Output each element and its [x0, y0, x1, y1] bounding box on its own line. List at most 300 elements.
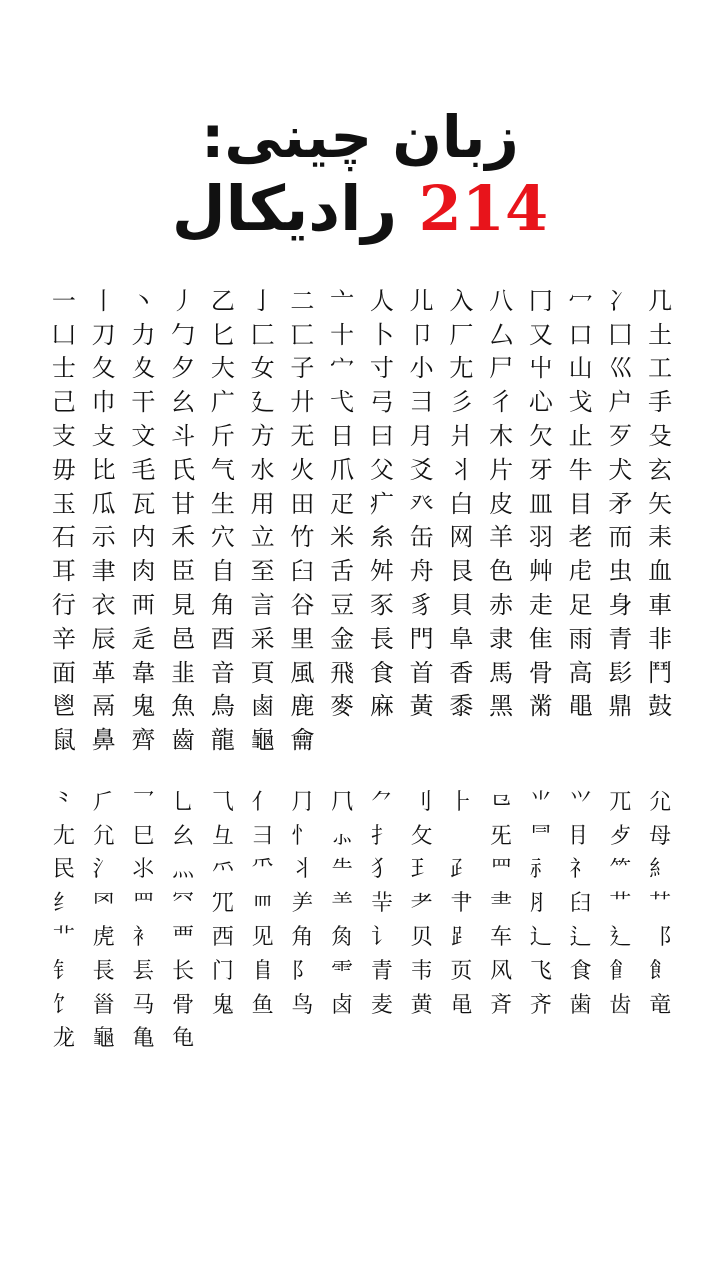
radical-variant-char: ⺙: [410, 823, 433, 849]
radical-char: 生: [210, 489, 235, 518]
radical-char: 走: [528, 591, 553, 620]
radical-variant-char: ⺨: [370, 857, 393, 883]
radical-variant-char: ⻔: [211, 958, 234, 984]
radical-char: 齒: [171, 726, 196, 755]
radical-char: 月: [409, 422, 434, 451]
radical-variant-char: ⻯: [649, 992, 672, 1018]
radical-variant-char: ⺣: [172, 857, 195, 883]
title-line-1: زبان چینی:: [201, 103, 519, 171]
radical-variant-char: ⻌: [529, 925, 552, 951]
radical-char: 艸: [528, 557, 553, 586]
radical-char: 舛: [369, 557, 394, 586]
radical-char: 舌: [330, 557, 355, 586]
radical-char: 鬲: [91, 692, 116, 721]
radical-variant-char: ⺯: [649, 857, 672, 883]
radical-variant-char: ⻛: [490, 958, 513, 984]
radical-char: 儿: [409, 286, 434, 315]
radical-variant-char: ⺂: [132, 789, 155, 815]
radical-char: 臼: [290, 557, 315, 586]
radical-char: 小: [409, 354, 434, 383]
radical-variant-char: ⻙: [410, 958, 433, 984]
radical-variant-char: ⺅: [251, 789, 274, 815]
radical-variant-char: ⺄: [211, 789, 234, 815]
radical-char: 革: [91, 658, 116, 687]
radical-variant-char: ⺈: [370, 789, 393, 815]
radical-char: 隶: [489, 624, 514, 653]
radical-char: 几: [648, 286, 673, 315]
radical-variant-char: ⺛: [490, 823, 513, 849]
radical-char: 羊: [489, 523, 514, 552]
radical-char: 内: [131, 523, 156, 552]
radical-char: 工: [648, 354, 673, 383]
radical-char: 鼓: [648, 692, 673, 721]
radical-char: 而: [608, 523, 633, 552]
radical-char: 匚: [250, 320, 275, 349]
radical-char: 尸: [489, 354, 514, 383]
radical-char: 亅: [250, 286, 275, 315]
radical-variant-char: ⺴: [211, 891, 234, 917]
radical-char: 食: [369, 658, 394, 687]
radical-char: 鬯: [51, 692, 76, 721]
radical-char: 口: [568, 320, 593, 349]
radical-char: 豆: [330, 591, 355, 620]
radical-char: 采: [250, 624, 275, 653]
radical-char: 艮: [449, 557, 474, 586]
radical-char: 辛: [51, 624, 76, 653]
radical-char: 勹: [171, 320, 196, 349]
radical-char: 寸: [369, 354, 394, 383]
radical-char: 尢: [449, 354, 474, 383]
radical-char: 水: [250, 455, 275, 484]
radical-char: 鹵: [250, 692, 275, 721]
radical-variant-char: ⻖: [291, 958, 314, 984]
radical-char: 言: [250, 591, 275, 620]
radical-char: 人: [369, 286, 394, 315]
radical-char: 爻: [409, 455, 434, 484]
radical-char: 鼠: [51, 726, 76, 755]
radical-char: 矛: [608, 489, 633, 518]
radical-variant-char: ⺹: [410, 891, 433, 917]
radical-variant-char: ⻞: [609, 958, 632, 984]
radical-variant-char: ⺓: [172, 823, 195, 849]
radical-char: 門: [409, 624, 434, 653]
radical-char: 行: [51, 591, 76, 620]
radical-char: 耳: [51, 557, 76, 586]
radical-char: 石: [51, 523, 76, 552]
radical-char: 幺: [171, 388, 196, 417]
radical-variant-char: ⺆: [291, 789, 314, 815]
radical-variant-char: ⻁: [92, 925, 115, 951]
radical-variant-char: ⺭: [569, 857, 592, 883]
radical-char: 曰: [369, 422, 394, 451]
radical-variant-char: ⻮: [609, 992, 632, 1018]
radical-char: 戈: [568, 388, 593, 417]
radical-char: 禾: [171, 523, 196, 552]
radical-variant-char: ⺠: [52, 857, 75, 883]
radical-char: 糸: [369, 523, 394, 552]
radical-variant-char: ⺿: [649, 891, 672, 917]
radical-char: 馬: [489, 658, 514, 687]
radical-variant-char: ⻏: [649, 925, 672, 951]
radical-variant-char: ⻦: [291, 992, 314, 1018]
radical-variant-char: ⺕: [251, 823, 274, 849]
radical-char: 赤: [489, 591, 514, 620]
radical-variant-char: ⻕: [251, 958, 274, 984]
radical-variant-char: ⻄: [211, 925, 234, 951]
radical-char: 巾: [91, 388, 116, 417]
radical-variant-char: ⻰: [52, 1026, 75, 1052]
radical-char: 冂: [528, 286, 553, 315]
radical-char: 血: [648, 557, 673, 586]
radical-char: 女: [250, 354, 275, 383]
radical-char: 青: [608, 624, 633, 653]
radical-variant-char: ⻢: [132, 992, 155, 1018]
radical-variant-char: ⺧: [331, 857, 354, 883]
radical-char: 比: [91, 455, 116, 484]
radical-char: 厂: [449, 320, 474, 349]
radical-char: 斤: [210, 422, 235, 451]
radical-variant-char: ⺏: [649, 789, 672, 815]
radical-char: 老: [568, 523, 593, 552]
radical-char: 彐: [409, 388, 434, 417]
radical-variant-char: ⻅: [251, 925, 274, 951]
title-word: رادیکال: [171, 172, 398, 245]
radical-char: 豕: [369, 591, 394, 620]
radical-char: 黃: [409, 692, 434, 721]
radical-char: 丶: [131, 286, 156, 315]
radical-char: 辰: [91, 624, 116, 653]
radical-char: 瓜: [91, 489, 116, 518]
radical-char: 欠: [528, 422, 553, 451]
radical-variant-char: ⺐: [52, 823, 75, 849]
radical-variant-char: ⺌: [529, 789, 552, 815]
radical-char: 自: [210, 557, 235, 586]
radical-variant-char: ⺫: [490, 857, 513, 883]
radical-char: 穴: [210, 523, 235, 552]
radical-char: 干: [131, 388, 156, 417]
radical-char: 酉: [210, 624, 235, 653]
radical-char: 夊: [131, 354, 156, 383]
radical-variant-char: ⺡: [92, 857, 115, 883]
radical-variant-char: ⺤: [211, 857, 234, 883]
radical-char: 米: [330, 523, 355, 552]
radical-char: 氏: [171, 455, 196, 484]
radical-char: 亠: [330, 286, 355, 315]
radical-char: 土: [648, 320, 673, 349]
radical-char: 里: [290, 624, 315, 653]
radical-char: 乙: [210, 286, 235, 315]
radical-char: 竹: [290, 523, 315, 552]
radical-char: 龜: [250, 726, 275, 755]
radical-char: 牛: [568, 455, 593, 484]
radical-char: 八: [489, 286, 514, 315]
radical-variant-char: ⺥: [251, 857, 274, 883]
radical-char: 雨: [568, 624, 593, 653]
radical-char: 飛: [330, 658, 355, 687]
radical-char: 衣: [91, 591, 116, 620]
radical-char: 歹: [608, 422, 633, 451]
radical-char: 片: [489, 455, 514, 484]
radical-variant-char: ⻩: [410, 992, 433, 1018]
radical-variant-char: ⻃: [172, 925, 195, 951]
radical-char: 頁: [250, 658, 275, 687]
radical-char: 身: [608, 591, 633, 620]
radicals-grid: [44, 284, 680, 757]
radical-char: 廴: [250, 388, 275, 417]
radical-char: 虫: [608, 557, 633, 586]
radical-char: 舟: [409, 557, 434, 586]
radical-char: 卜: [369, 320, 394, 349]
radical-char: 鳥: [210, 692, 235, 721]
radical-char: 厶: [489, 320, 514, 349]
radical-char: 凵: [51, 320, 76, 349]
radical-variant-char: ⻜: [529, 958, 552, 984]
radical-char: 骨: [528, 658, 553, 687]
radical-char: 肉: [131, 557, 156, 586]
radical-char: 見: [171, 591, 196, 620]
radical-char: 高: [568, 658, 593, 687]
radical-char: 爿: [449, 422, 474, 451]
radical-variant-char: [442, 820, 482, 854]
radical-char: 瓦: [131, 489, 156, 518]
radical-char: 玄: [648, 455, 673, 484]
radical-variant-char: ⻗: [331, 958, 354, 984]
radical-char: 邑: [171, 624, 196, 653]
title-number: 214: [418, 172, 549, 245]
radical-variant-char: ⻫: [490, 992, 513, 1018]
radical-char: 鬥: [648, 658, 673, 687]
radical-variant-char: ⻬: [529, 992, 552, 1018]
radical-char: 犬: [608, 455, 633, 484]
radical-variant-char: ⻥: [251, 992, 274, 1018]
radical-char: 金: [330, 624, 355, 653]
radical-char: 皮: [489, 489, 514, 518]
radical-char: 文: [131, 422, 156, 451]
radical-char: 力: [131, 320, 156, 349]
radical-char: 己: [51, 388, 76, 417]
radical-variant-char: ⺁: [92, 789, 115, 815]
radical-variant-char: ⻊: [450, 925, 473, 951]
radical-variant-char: ⺒: [132, 823, 155, 849]
radical-char: 魚: [171, 692, 196, 721]
radical-variant-char: ⺮: [609, 857, 632, 883]
radical-char: 牙: [528, 455, 553, 484]
radical-variants-grid: [44, 786, 680, 1056]
radical-char: 鬼: [131, 692, 156, 721]
radical-variant-char: ⻍: [569, 925, 592, 951]
radical-char: 十: [330, 320, 355, 349]
radical-variant-char: ⺷: [331, 891, 354, 917]
radical-char: 風: [290, 658, 315, 687]
radical-variant-char: ⺸: [370, 891, 393, 917]
radical-char: 隹: [528, 624, 553, 653]
radical-char: 黑: [489, 692, 514, 721]
radical-variant-char: ⺵: [251, 891, 274, 917]
radical-variant-char: ⻑: [92, 958, 115, 984]
radical-variant-char: ⺉: [410, 789, 433, 815]
radical-variant-char: ⺼: [529, 891, 552, 917]
radical-char: 阜: [449, 624, 474, 653]
radical-char: 齊: [131, 726, 156, 755]
radical-char: 聿: [91, 557, 116, 586]
radical-variant-char: ⻀: [52, 925, 75, 951]
radical-char: 匕: [210, 320, 235, 349]
radical-char: 宀: [330, 354, 355, 383]
radical-char: 田: [290, 489, 315, 518]
radical-char: 爪: [330, 455, 355, 484]
radical-char: 韭: [171, 658, 196, 687]
radical-char: 耒: [648, 523, 673, 552]
radical-variant-char: ⻚: [450, 958, 473, 984]
radical-char: 辵: [131, 624, 156, 653]
radical-char: 日: [330, 422, 355, 451]
radical-char: 鼎: [608, 692, 633, 721]
radical-char: 士: [51, 354, 76, 383]
radical-char: 韋: [131, 658, 156, 687]
radical-variant-char: ⺩: [410, 857, 433, 883]
radical-char: 香: [449, 658, 474, 687]
radical-variant-char: ⺢: [132, 857, 155, 883]
radical-variant-char: ⻓: [172, 958, 195, 984]
radical-char: 攴: [91, 422, 116, 451]
radical-variant-char: ⻳: [172, 1026, 195, 1052]
radical-variant-char: ⺍: [569, 789, 592, 815]
radical-char: 鼻: [91, 726, 116, 755]
radical-variant-char: ⺟: [649, 823, 672, 849]
radical-char: 疋: [330, 489, 355, 518]
radical-variant-char: ⺎: [609, 789, 632, 815]
radical-variant-char: ⺲: [132, 891, 155, 917]
radical-char: 无: [290, 422, 315, 451]
radical-variant-char: ⻨: [370, 992, 393, 1018]
radical-variant-char: ⻟: [649, 958, 672, 984]
radical-char: 面: [51, 658, 76, 687]
radical-char: 囗: [608, 320, 633, 349]
radical-variant-char: ⺶: [291, 891, 314, 917]
radical-char: 虍: [568, 557, 593, 586]
radical-char: 山: [568, 354, 593, 383]
radical-char: 丨: [91, 286, 116, 315]
radical-variant-char: ⻱: [92, 1026, 115, 1052]
radical-char: 止: [568, 422, 593, 451]
radical-variant-char: ⻈: [370, 925, 393, 951]
radical-char: 甘: [171, 489, 196, 518]
radical-variant-char: ⻡: [92, 992, 115, 1018]
radical-char: 非: [648, 624, 673, 653]
radical-char: 二: [290, 286, 315, 315]
radical-char: 子: [290, 354, 315, 383]
radical-variant-char: ⻐: [52, 958, 75, 984]
radical-char: 支: [51, 422, 76, 451]
radical-char: 丿: [171, 286, 196, 315]
radical-variant-char: ⻂: [132, 925, 155, 951]
radical-char: 又: [528, 320, 553, 349]
radical-char: 一: [51, 286, 76, 315]
radical-char: 夂: [91, 354, 116, 383]
radical-char: 彡: [449, 388, 474, 417]
radical-char: 斗: [171, 422, 196, 451]
radical-variant-char: ⻇: [331, 925, 354, 951]
radical-variant-char: ⺋: [490, 789, 513, 815]
radical-char: 方: [250, 422, 275, 451]
radical-char: 匸: [290, 320, 315, 349]
radical-char: 豸: [409, 591, 434, 620]
radical-char: 毛: [131, 455, 156, 484]
radical-variant-char: ⻋: [490, 925, 513, 951]
radical-variant-char: ⻆: [291, 925, 314, 951]
radical-char: 廾: [290, 388, 315, 417]
radical-variant-char: ⻧: [331, 992, 354, 1018]
radical-variant-char: ⻘: [370, 958, 393, 984]
radical-char: 黍: [449, 692, 474, 721]
radical-variant-char: ⺖: [291, 823, 314, 849]
title-line-2: [0, 172, 720, 245]
radical-char: 殳: [648, 422, 673, 451]
radical-char: 广: [210, 388, 235, 417]
radical-char: 音: [210, 658, 235, 687]
radical-char: 木: [489, 422, 514, 451]
radical-variant-char: ⻎: [609, 925, 632, 951]
radical-char: 丬: [449, 455, 474, 484]
radical-char: 冖: [568, 286, 593, 315]
radical-char: 貝: [449, 591, 474, 620]
radical-variant-char: ⻤: [211, 992, 234, 1018]
radical-char: 大: [210, 354, 235, 383]
radical-char: 麥: [330, 692, 355, 721]
radical-variant-char: ⺽: [569, 891, 592, 917]
radical-char: 父: [369, 455, 394, 484]
radical-char: 癶: [409, 489, 434, 518]
radical-char: 至: [250, 557, 275, 586]
radical-variant-char: ⺝: [569, 823, 592, 849]
radical-char: 龠: [290, 726, 315, 755]
radical-variant-char: ⺪: [450, 857, 473, 883]
radical-variant-char: ⻠: [52, 992, 75, 1018]
radical-char: 目: [568, 489, 593, 518]
radical-variant-char: ⺜: [529, 823, 552, 849]
radical-variant-char: ⺘: [370, 823, 393, 849]
radical-char: 毋: [51, 455, 76, 484]
radical-variant-char: ⻝: [569, 958, 592, 984]
radical-char: 首: [409, 658, 434, 687]
radical-char: 矢: [648, 489, 673, 518]
radical-char: 臣: [171, 557, 196, 586]
radical-variant-char: ⻭: [569, 992, 592, 1018]
radical-variant-char: ⺊: [450, 789, 473, 815]
radical-char: 黽: [568, 692, 593, 721]
radical-variant-char: ⻣: [172, 992, 195, 1018]
radical-char: 玉: [51, 489, 76, 518]
radical-char: 襾: [131, 591, 156, 620]
radical-variant-char: ⺻: [490, 891, 513, 917]
radical-char: 用: [250, 489, 275, 518]
radical-variant-char: ⺬: [529, 857, 552, 883]
radical-char: 髟: [608, 658, 633, 687]
radical-char: 黹: [528, 692, 553, 721]
radical-variant-char: ⻪: [450, 992, 473, 1018]
radical-variant-char: ⺾: [609, 891, 632, 917]
radical-char: 巛: [608, 354, 633, 383]
radical-variant-char: ⺀: [52, 789, 75, 815]
radical-char: 示: [91, 523, 116, 552]
radical-char: 麻: [369, 692, 394, 721]
radical-char: 冫: [608, 286, 633, 315]
radical-char: 入: [449, 286, 474, 315]
radical-char: 車: [648, 591, 673, 620]
radical-char: 卩: [409, 320, 434, 349]
radical-variant-char: ⻒: [132, 958, 155, 984]
radical-variant-char: ⺳: [172, 891, 195, 917]
